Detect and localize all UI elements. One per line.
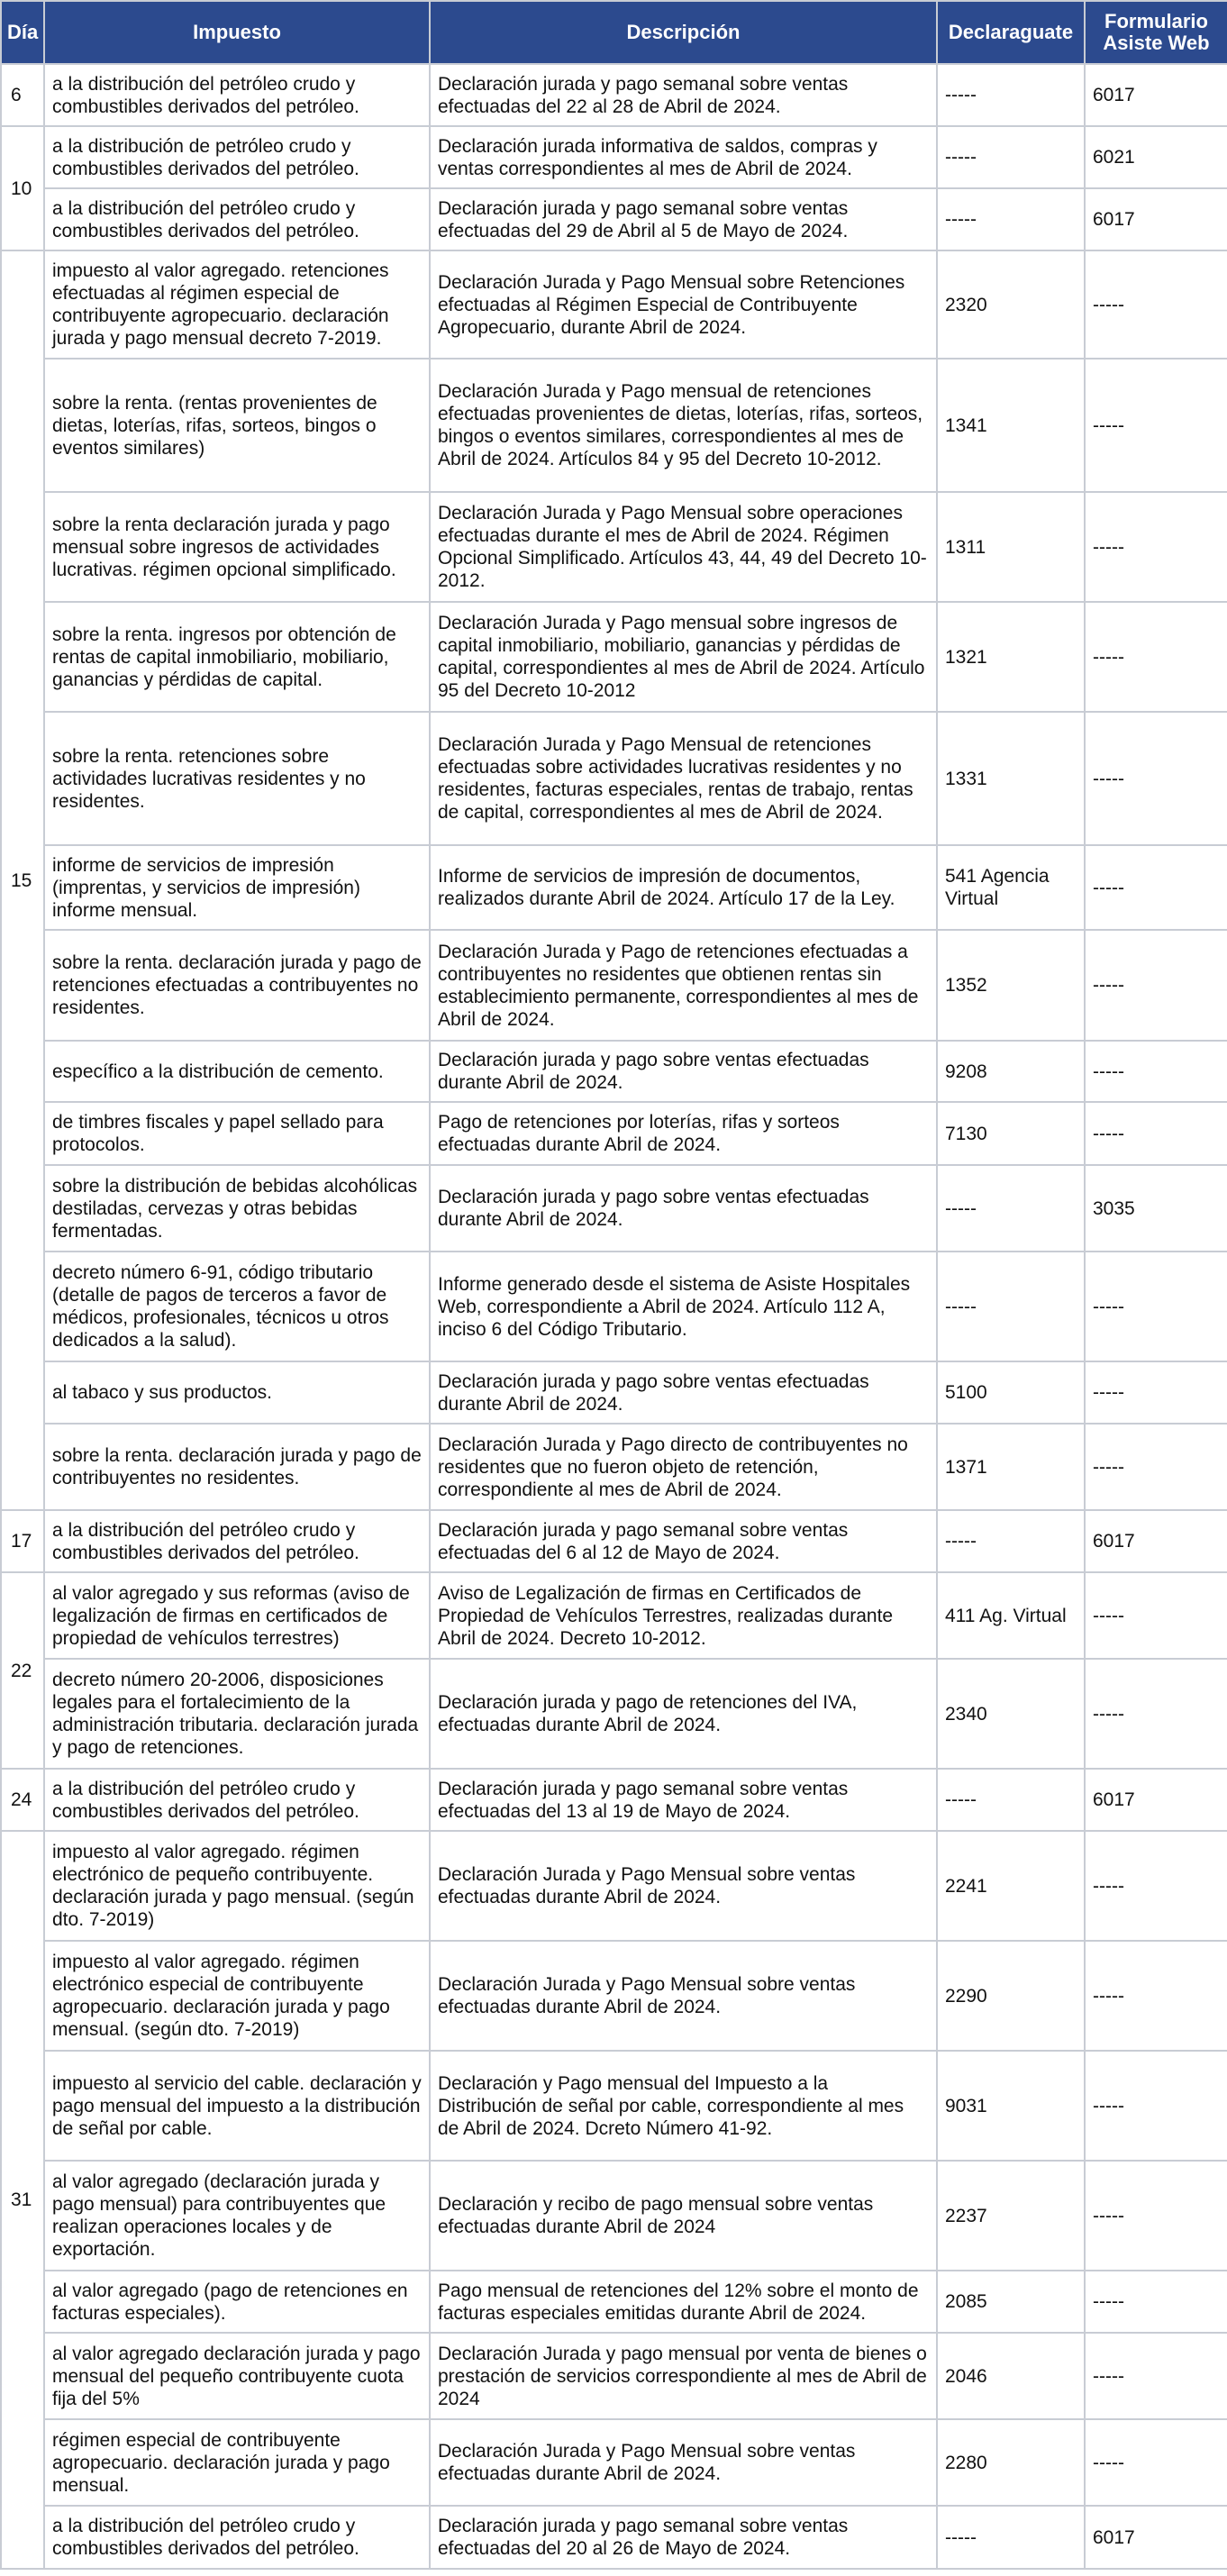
table-row [1,1361,1227,1424]
descripcion-cell: Declaración Jurada y Pago Mensual de retenciones efectuadas sobre actividades lucrativas residentes y no residentes, facturas especiales, rentas de trabajo, rentas de capital, correspondientes al mes de Abril de 2024. [430,712,937,845]
impuesto-cell: sobre la renta. (rentas provenientes de dietas, loterías, rifas, sorteos, bingos o eventos similares) [44,359,430,492]
impuesto-cell: sobre la renta. retenciones sobre actividades lucrativas residentes y no residentes. [44,712,430,845]
formulario-cell: ----- [1085,492,1227,602]
table-row [1,250,1227,359]
formulario-cell: ----- [1085,2051,1227,2161]
declaraguate-cell: ----- [937,1769,1085,1831]
impuesto-cell: sobre la renta declaración jurada y pago mensual sobre ingresos de actividades lucrativas. régimen opcional simplificado. [44,492,430,602]
formulario-cell: 6017 [1085,2506,1227,2569]
formulario-cell: ----- [1085,930,1227,1041]
impuesto-cell: de timbres fiscales y papel sellado para protocolos. [44,1102,430,1165]
table-row [1,2271,1227,2333]
formulario-cell: 6017 [1085,1769,1227,1831]
descripcion-cell: Declaración Jurada y Pago Mensual sobre ventas efectuadas durante Abril de 2024. [430,2419,937,2506]
declaraguate-cell: 2320 [937,250,1085,359]
day-cell: 15 [1,250,44,1510]
declaraguate-cell: 2046 [937,2333,1085,2419]
table-row [1,64,1227,126]
table-row [1,1831,1227,1941]
table-row [1,1659,1227,1769]
impuesto-cell: a la distribución del petróleo crudo y combustibles derivados del petróleo. [44,188,430,250]
formulario-cell: ----- [1085,1831,1227,1941]
descripcion-cell: Aviso de Legalización de firmas en Certificados de Propiedad de Vehículos Terrestres, realizadas durante Abril de 2024. Decreto 10-2012. [430,1572,937,1659]
declaraguate-cell: 7130 [937,1102,1085,1165]
descripcion-cell: Declaración Jurada y Pago Mensual sobre ventas efectuadas durante Abril de 2024. [430,1831,937,1941]
table-row [1,930,1227,1041]
formulario-cell: 6017 [1085,64,1227,126]
table-row [1,845,1227,930]
descripcion-cell: Informe generado desde el sistema de Asiste Hospitales Web, correspondiente a Abril de 2024. Artículo 112 A, inciso 6 del Código Tributario. [430,1252,937,1361]
impuesto-cell: sobre la renta. declaración jurada y pago de retenciones efectuadas a contribuyentes no residentes. [44,930,430,1041]
impuesto-cell: al valor agregado (declaración jurada y pago mensual) para contribuyentes que realizan operaciones locales y de exportación. [44,2161,430,2271]
declaraguate-cell: ----- [937,1510,1085,1572]
formulario-cell: ----- [1085,250,1227,359]
formulario-cell: ----- [1085,2161,1227,2271]
table-row [1,1941,1227,2051]
day-cell: 22 [1,1572,44,1769]
day-cell: 24 [1,1769,44,1831]
formulario-cell: 6017 [1085,188,1227,250]
table-body [1,64,1227,2569]
impuesto-cell: sobre la renta. declaración jurada y pago de contribuyentes no residentes. [44,1424,430,1510]
declaraguate-cell: 1371 [937,1424,1085,1510]
declaraguate-cell: 9208 [937,1041,1085,1102]
table-row [1,359,1227,492]
formulario-cell: ----- [1085,1361,1227,1424]
descripcion-cell: Declaración Jurada y Pago mensual de retenciones efectuadas provenientes de dietas, loterías, rifas, sorteos, bingos o eventos similares, correspondientes al mes de Abril de 2024. Artículos 84 y 95 del Decreto 10-2012. [430,359,937,492]
day-cell: 10 [1,126,44,250]
descripcion-cell: Declaración y recibo de pago mensual sobre ventas efectuadas durante Abril de 2024 [430,2161,937,2271]
table-row [1,1510,1227,1572]
impuesto-cell: al valor agregado declaración jurada y pago mensual del pequeño contribuyente cuota fija del 5% [44,2333,430,2419]
declaraguate-cell: 5100 [937,1361,1085,1424]
declaraguate-cell: 1321 [937,602,1085,712]
declaraguate-cell: 1311 [937,492,1085,602]
descripcion-cell: Declaración jurada y pago de retenciones del IVA, efectuadas durante Abril de 2024. [430,1659,937,1769]
table-row [1,1424,1227,1510]
table-row [1,2419,1227,2506]
descripcion-cell: Declaración jurada y pago semanal sobre ventas efectuadas del 29 de Abril al 5 de Mayo de 2024. [430,188,937,250]
descripcion-cell: Declaración jurada y pago semanal sobre ventas efectuadas del 22 al 28 de Abril de 2024. [430,64,937,126]
declaraguate-cell: 2340 [937,1659,1085,1769]
formulario-cell: ----- [1085,359,1227,492]
header-declaraguate: Declaraguate [937,1,1085,64]
impuesto-cell: decreto número 6-91, código tributario (detalle de pagos de terceros a favor de médicos, profesionales, técnicos u otros dedicados a la salud). [44,1252,430,1361]
declaraguate-cell: ----- [937,64,1085,126]
formulario-cell: ----- [1085,845,1227,930]
table-row [1,1769,1227,1831]
formulario-cell: 3035 [1085,1165,1227,1252]
impuesto-cell: impuesto al servicio del cable. declaración y pago mensual del impuesto a la distribución de señal por cable. [44,2051,430,2161]
formulario-cell: ----- [1085,602,1227,712]
declaraguate-cell: 1341 [937,359,1085,492]
table-header-row [1,1,1227,64]
descripcion-cell: Declaración jurada y pago semanal sobre ventas efectuadas del 20 al 26 de Mayo de 2024. [430,2506,937,2569]
descripcion-cell: Pago mensual de retenciones del 12% sobre el monto de facturas especiales emitidas durante Abril de 2024. [430,2271,937,2333]
day-cell: 6 [1,64,44,126]
declaraguate-cell: 2241 [937,1831,1085,1941]
declaraguate-cell: ----- [937,2506,1085,2569]
table-row [1,2161,1227,2271]
formulario-cell: ----- [1085,1041,1227,1102]
table-row [1,2506,1227,2569]
impuesto-cell: a la distribución del petróleo crudo y combustibles derivados del petróleo. [44,2506,430,2569]
formulario-cell: ----- [1085,1572,1227,1659]
descripcion-cell: Declaración Jurada y Pago directo de contribuyentes no residentes que no fueron objeto de retención, correspondiente al mes de Abril de 2024. [430,1424,937,1510]
declaraguate-cell: ----- [937,126,1085,188]
formulario-cell: ----- [1085,1424,1227,1510]
declaraguate-cell: 9031 [937,2051,1085,2161]
descripcion-cell: Declaración y Pago mensual del Impuesto a la Distribución de señal por cable, correspondiente al mes de Abril de 2024. Dcreto Número 41-92. [430,2051,937,2161]
impuesto-cell: a la distribución del petróleo crudo y combustibles derivados del petróleo. [44,1769,430,1831]
impuesto-cell: impuesto al valor agregado. régimen electrónico de pequeño contribuyente. declaración jurada y pago mensual. (según dto. 7-2019) [44,1831,430,1941]
formulario-cell: 6021 [1085,126,1227,188]
table-row [1,1041,1227,1102]
declaraguate-cell: 2280 [937,2419,1085,2506]
impuesto-cell: a la distribución del petróleo crudo y combustibles derivados del petróleo. [44,1510,430,1572]
declaraguate-cell: 1331 [937,712,1085,845]
impuesto-cell: decreto número 20-2006, disposiciones legales para el fortalecimiento de la administración tributaria. declaración jurada y pago de retenciones. [44,1659,430,1769]
impuesto-cell: impuesto al valor agregado. régimen electrónico especial de contribuyente agropecuario. declaración jurada y pago mensual. (según dto. 7-2019) [44,1941,430,2051]
header-impuesto: Impuesto [44,1,430,64]
formulario-cell: ----- [1085,1102,1227,1165]
table-row [1,188,1227,250]
table-row [1,1572,1227,1659]
declaraguate-cell: 1352 [937,930,1085,1041]
impuesto-cell: informe de servicios de impresión (imprentas, y servicios de impresión) informe mensual. [44,845,430,930]
descripcion-cell: Declaración Jurada y Pago Mensual sobre operaciones efectuadas durante el mes de Abril de 2024. Régimen Opcional Simplificado. Artículos 43, 44, 49 del Decreto 10-2012. [430,492,937,602]
descripcion-cell: Declaración jurada y pago sobre ventas efectuadas durante Abril de 2024. [430,1165,937,1252]
table-row [1,602,1227,712]
table-row [1,1102,1227,1165]
formulario-cell: ----- [1085,1252,1227,1361]
formulario-cell: ----- [1085,2419,1227,2506]
header-dia: Día [1,1,44,64]
descripcion-cell: Declaración jurada y pago semanal sobre ventas efectuadas del 6 al 12 de Mayo de 2024. [430,1510,937,1572]
table-row [1,712,1227,845]
declaraguate-cell: ----- [937,1165,1085,1252]
declaraguate-cell: 2237 [937,2161,1085,2271]
formulario-cell: ----- [1085,712,1227,845]
impuesto-cell: específico a la distribución de cemento. [44,1041,430,1102]
header-descripcion: Descripción [430,1,937,64]
declaraguate-cell: 411 Ag. Virtual [937,1572,1085,1659]
impuesto-cell: al valor agregado (pago de retenciones en facturas especiales). [44,2271,430,2333]
impuesto-cell: sobre la renta. ingresos por obtención de rentas de capital inmobiliario, mobiliario, ganancias y pérdidas de capital. [44,602,430,712]
descripcion-cell: Declaración jurada y pago semanal sobre ventas efectuadas del 13 al 19 de Mayo de 2024. [430,1769,937,1831]
table-row [1,126,1227,188]
formulario-cell: ----- [1085,1659,1227,1769]
header-formulario: Formulario Asiste Web [1085,1,1227,64]
descripcion-cell: Declaración Jurada y Pago Mensual sobre Retenciones efectuadas al Régimen Especial de Contribuyente Agropecuario, durante Abril de 2024. [430,250,937,359]
declaraguate-cell: ----- [937,188,1085,250]
descripcion-cell: Declaración jurada informativa de saldos, compras y ventas correspondientes al mes de Abril de 2024. [430,126,937,188]
descripcion-cell: Informe de servicios de impresión de documentos, realizados durante Abril de 2024. Artículo 17 de la Ley. [430,845,937,930]
formulario-cell: ----- [1085,2333,1227,2419]
table-row [1,2333,1227,2419]
declaraguate-cell: 2085 [937,2271,1085,2333]
impuesto-cell: al tabaco y sus productos. [44,1361,430,1424]
impuesto-cell: a la distribución de petróleo crudo y combustibles derivados del petróleo. [44,126,430,188]
table-row [1,492,1227,602]
formulario-cell: 6017 [1085,1510,1227,1572]
formulario-cell: ----- [1085,1941,1227,2051]
day-cell: 17 [1,1510,44,1572]
table-row [1,2051,1227,2161]
table-row [1,1252,1227,1361]
descripcion-cell: Declaración Jurada y Pago Mensual sobre ventas efectuadas durante Abril de 2024. [430,1941,937,2051]
descripcion-cell: Declaración Jurada y Pago de retenciones efectuadas a contribuyentes no residentes que obtienen rentas sin establecimiento permanente, correspondientes al mes de Abril de 2024. [430,930,937,1041]
declaraguate-cell: 2290 [937,1941,1085,2051]
impuesto-cell: impuesto al valor agregado. retenciones efectuadas al régimen especial de contribuyente agropecuario. declaración jurada y pago mensual decreto 7-2019. [44,250,430,359]
declaraguate-cell: ----- [937,1252,1085,1361]
descripcion-cell: Pago de retenciones por loterías, rifas y sorteos efectuadas durante Abril de 2024. [430,1102,937,1165]
impuesto-cell: a la distribución del petróleo crudo y combustibles derivados del petróleo. [44,64,430,126]
impuesto-cell: al valor agregado y sus reformas (aviso de legalización de firmas en certificados de propiedad de vehículos terrestres) [44,1572,430,1659]
declaraguate-cell: 541 Agencia Virtual [937,845,1085,930]
descripcion-cell: Declaración Jurada y pago mensual por venta de bienes o prestación de servicios correspondiente al mes de Abril de 2024 [430,2333,937,2419]
day-cell: 31 [1,1831,44,2569]
descripcion-cell: Declaración jurada y pago sobre ventas efectuadas durante Abril de 2024. [430,1041,937,1102]
descripcion-cell: Declaración jurada y pago sobre ventas efectuadas durante Abril de 2024. [430,1361,937,1424]
impuesto-cell: régimen especial de contribuyente agropecuario. declaración jurada y pago mensual. [44,2419,430,2506]
formulario-cell: ----- [1085,2271,1227,2333]
impuesto-cell: sobre la distribución de bebidas alcohólicas destiladas, cervezas y otras bebidas fermentadas. [44,1165,430,1252]
descripcion-cell: Declaración Jurada y Pago mensual sobre ingresos de capital inmobiliario, mobiliario, ganancias y pérdidas de capital, correspondientes al mes de Abril de 2024. Artículo 95 del Decreto 10-2012 [430,602,937,712]
table-row [1,1165,1227,1252]
